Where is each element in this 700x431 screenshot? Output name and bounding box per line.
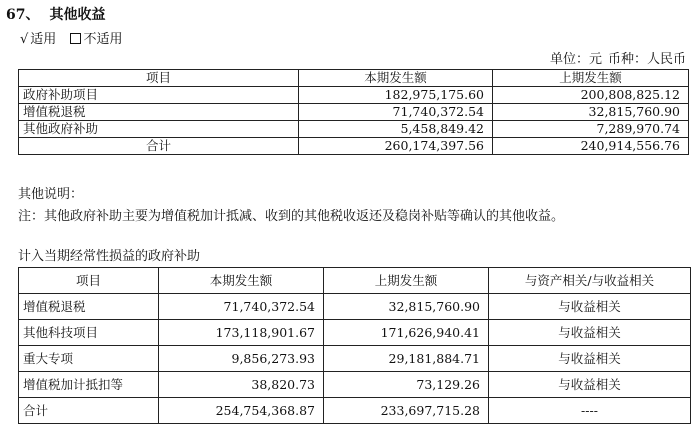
- table-cell: 29,181,884.71: [324, 346, 489, 372]
- notes-title: 其他说明：: [18, 187, 84, 202]
- column-header: 上期发生额: [324, 268, 489, 294]
- table-cell: 32,815,760.90: [324, 294, 489, 320]
- table-row: [19, 104, 689, 121]
- table-cell: 71,740,372.54: [159, 294, 324, 320]
- notes-body: 注：其他政府补助主要为增值税加计抵减、收到的其他税收返还及稳岗补贴等确认的其他收益。: [18, 209, 565, 224]
- table-header-row: [19, 70, 689, 87]
- check-mark-icon: √: [20, 32, 29, 47]
- table-cell: 与收益相关: [489, 320, 691, 346]
- column-header: 本期发生额: [299, 70, 493, 87]
- applicable-label: 适用: [30, 32, 57, 47]
- table-cell: 合计: [19, 138, 299, 155]
- column-header: 与资产相关/与收益相关: [489, 268, 691, 294]
- other-income-table: [18, 69, 689, 155]
- table-cell: 重大专项: [19, 346, 159, 372]
- column-header: 上期发生额: [493, 70, 689, 87]
- table-cell: 与收益相关: [489, 346, 691, 372]
- table-cell: 9,856,273.93: [159, 346, 324, 372]
- table-cell: 其他科技项目: [19, 320, 159, 346]
- section-number: 67、: [6, 7, 40, 23]
- table-cell: 38,820.73: [159, 372, 324, 398]
- table-cell: 240,914,556.76: [493, 138, 689, 155]
- table-row: [19, 121, 689, 138]
- table-cell: 71,740,372.54: [299, 104, 493, 121]
- table-cell: ----: [489, 398, 691, 424]
- unit-line: [544, 48, 686, 67]
- table-cell: 171,626,940.41: [324, 320, 489, 346]
- table-cell: 与收益相关: [489, 294, 691, 320]
- column-header: 本期发生额: [159, 268, 324, 294]
- option-not-applicable: [70, 32, 122, 47]
- not-applicable-label: 不适用: [83, 32, 123, 47]
- table-cell: 与收益相关: [489, 372, 691, 398]
- table-cell: 增值税退税: [19, 104, 299, 121]
- table-total-row: [19, 398, 691, 424]
- section-title: [6, 4, 105, 24]
- table-cell: 增值税加计抵扣等: [19, 372, 159, 398]
- table-cell: 合计: [19, 398, 159, 424]
- table-header-row: [19, 268, 691, 294]
- column-header: 项目: [19, 268, 159, 294]
- table-cell: 7,289,970.74: [493, 121, 689, 138]
- table-cell: 233,697,715.28: [324, 398, 489, 424]
- table-cell: 260,174,397.56: [299, 138, 493, 155]
- table-row: [19, 87, 689, 104]
- table-cell: 173,118,901.67: [159, 320, 324, 346]
- table-cell: 增值税退税: [19, 294, 159, 320]
- table-cell: 5,458,849.42: [299, 121, 493, 138]
- table-row: [19, 320, 691, 346]
- table-cell: 其他政府补助: [19, 121, 299, 138]
- table-cell: 200,808,825.12: [493, 87, 689, 104]
- subsidy-table-title: 计入当期经常性损益的政府补助: [18, 249, 201, 264]
- government-subsidy-table: [18, 267, 691, 424]
- table-row: [19, 372, 691, 398]
- unit-label: 单位：元: [549, 52, 602, 67]
- table-cell: 73,129.26: [324, 372, 489, 398]
- table-cell: 182,975,175.60: [299, 87, 493, 104]
- table-cell: 254,754,368.87: [159, 398, 324, 424]
- table-cell: 政府补助项目: [19, 87, 299, 104]
- empty-checkbox-icon: [70, 33, 81, 44]
- column-header: 项目: [19, 70, 299, 87]
- table-row: [19, 346, 691, 372]
- option-applicable: [20, 32, 56, 47]
- table-row: [19, 294, 691, 320]
- table-cell: 32,815,760.90: [493, 104, 689, 121]
- currency-label: 币种：人民币: [607, 52, 686, 67]
- table-total-row: [19, 138, 689, 155]
- applicability-options: [20, 28, 132, 47]
- section-heading: 其他收益: [49, 7, 106, 23]
